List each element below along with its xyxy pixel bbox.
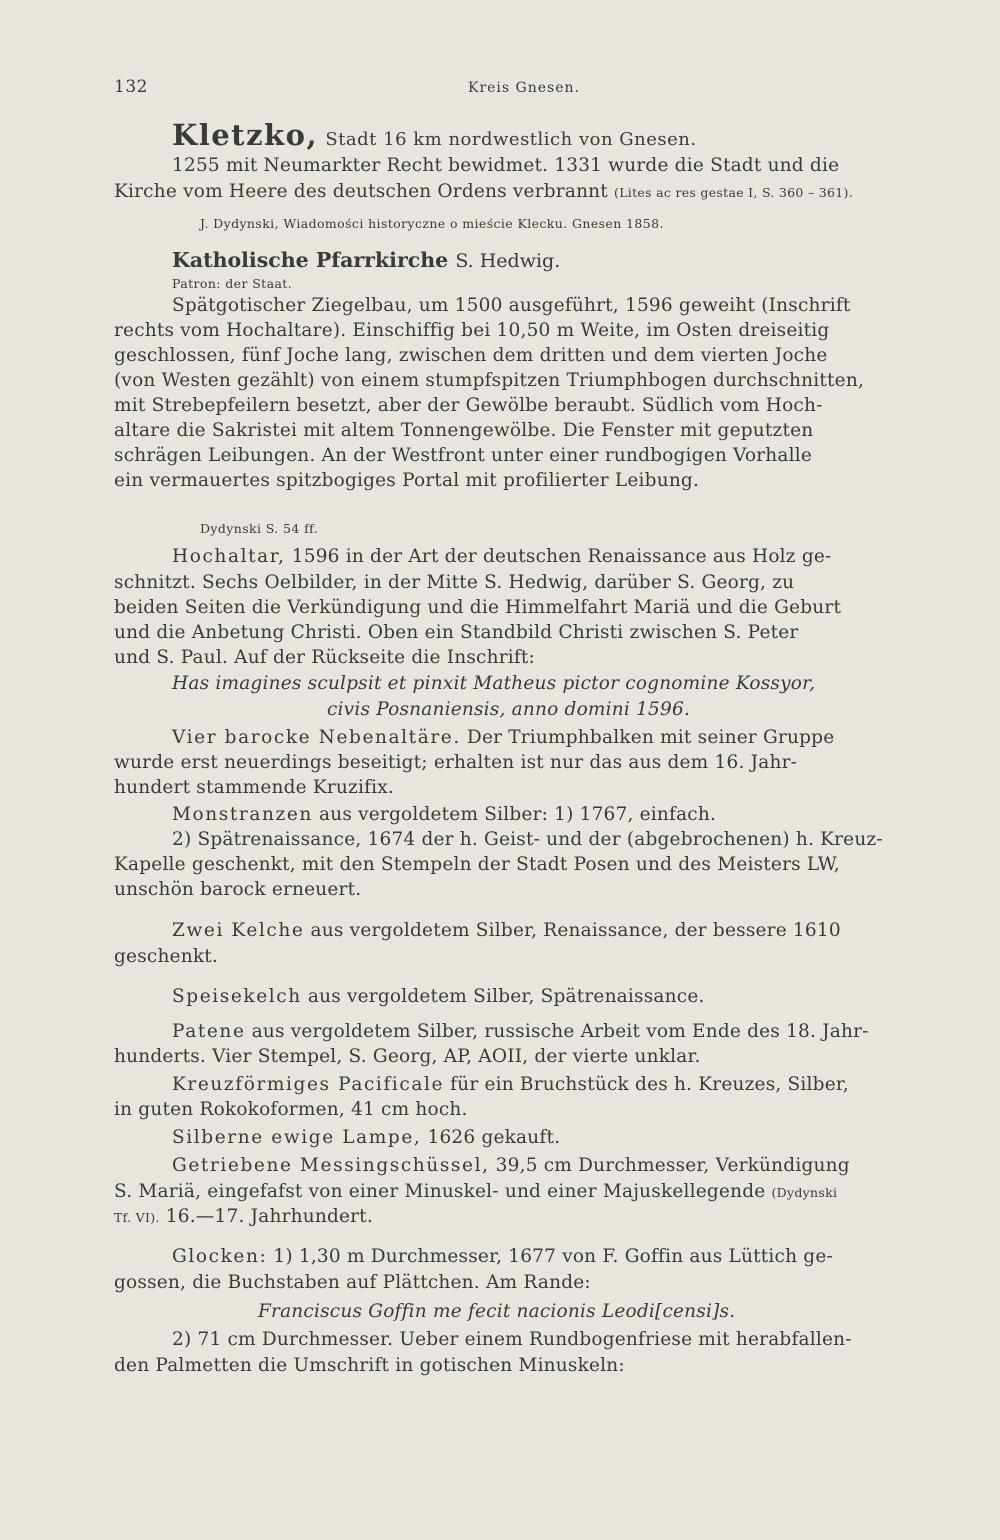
hochaltar-inscription-2: civis Posnaniensis, anno domini 1596. <box>327 699 691 720</box>
church-desc-line: (von Westen gezählt) von einem stumpfspitzen Triumphbogen durchschnitten, <box>114 370 865 391</box>
monstranzen-line-1: Monstranzen aus vergoldetem Silber: 1) 1767, einfach. <box>172 804 717 825</box>
hochaltar-line: und die Anbetung Christi. Oben ein Standbild Christi zwischen S. Peter <box>114 622 799 643</box>
hochaltar-line-1: Hochaltar, 1596 in der Art der deutschen Renaissance aus Holz ge- <box>172 546 832 567</box>
kelche-term: Zwei Kelche <box>172 920 305 941</box>
schuessel-line-1: Getriebene Messingschüssel, 39,5 cm Durchmesser, Verkündigung <box>172 1155 850 1176</box>
hochaltar-line: schnitzt. Sechs Oelbilder, in der Mitte S. Hedwig, darüber S. Georg, zu <box>114 572 795 593</box>
speisekelch-term: Speisekelch <box>172 986 302 1007</box>
church-desc-line: schrägen Leibungen. An der Westfront unter einer rundbogigen Vorhalle <box>114 445 813 466</box>
kelche-line-1: Zwei Kelche aus vergoldetem Silber, Renaissance, der bessere 1610 <box>172 920 841 941</box>
glocken-inscription: Franciscus Goffin me fecit nacionis Leodi[censi]s. <box>258 1301 736 1322</box>
church-desc-reference: Dydynski S. 54 ff. <box>200 521 319 536</box>
church-desc-line: Spätgotischer Ziegelbau, um 1500 ausgeführt, 1596 geweiht (Inschrift <box>172 295 851 316</box>
patene-term: Patene <box>172 1021 246 1042</box>
history-line-1: 1255 mit Neumarkter Recht bewidmet. 1331 wurde die Stadt und die <box>172 155 840 176</box>
speisekelch-line: Speisekelch aus vergoldetem Silber, Spätrenaissance. <box>172 986 705 1007</box>
place-name: Kletzko, <box>172 118 319 152</box>
page-number: 132 <box>114 77 148 97</box>
history-citation: (Lites ac res gestae I, S. 360 – 361). <box>614 185 853 200</box>
history-reference: J. Dydynski, Wiadomości historyczne o mieście Klecku. Gnesen 1858. <box>200 216 664 231</box>
kelche-line: geschenkt. <box>114 946 218 967</box>
pacificale-line-1: Kreuzförmiges Pacificale für ein Bruchstück des h. Kreuzes, Silber, <box>172 1074 849 1095</box>
church-name: Katholische Pfarrkirche <box>172 248 449 272</box>
history-line-2: Kirche vom Heere des deutschen Ordens verbrannt (Lites ac res gestae I, S. 360 – 361). <box>114 181 853 202</box>
monstranzen-line: 2) Spätrenaissance, 1674 der h. Geist- und der (abgebrochenen) h. Kreuz- <box>172 829 883 850</box>
monstranzen-term: Monstranzen <box>172 804 313 825</box>
place-description: Stadt 16 km nordwestlich von Gnesen. <box>325 129 697 150</box>
church-desc-line: mit Strebepfeilern besetzt, aber der Gewölbe beraubt. Südlich vom Hoch- <box>114 395 823 416</box>
hochaltar-term: Hochaltar, <box>172 546 286 567</box>
church-desc-line: geschlossen, fünf Joche lang, zwischen dem dritten und dem vierten Joche <box>114 345 828 366</box>
glocken-line: 2) 71 cm Durchmesser. Ueber einem Rundbogenfriese mit herabfallen- <box>172 1329 852 1350</box>
nebenaltaere-line: wurde erst neuerdings beseitigt; erhalten ist nur das aus dem 16. Jahr- <box>114 752 798 773</box>
schuessel-citation: (Dydynski <box>771 1185 838 1200</box>
church-dedication: S. Hedwig. <box>455 250 561 272</box>
hochaltar-line: beiden Seiten die Verkündigung und die Himmelfahrt Mariä und die Geburt <box>114 597 842 618</box>
glocken-line: gossen, die Buchstaben auf Plättchen. Am Rande: <box>114 1272 591 1293</box>
nebenaltaere-line-1: Vier barocke Nebenaltäre. Der Triumphbalken mit seiner Gruppe <box>172 727 835 748</box>
patene-line: hunderts. Vier Stempel, S. Georg, AP, AOII, der vierte unklar. <box>114 1046 701 1067</box>
nebenaltaere-term: Vier barocke Nebenaltäre. <box>172 727 461 748</box>
church-desc-line: altare die Sakristei mit altem Tonnengewölbe. Die Fenster mit geputzten <box>114 420 814 441</box>
running-head: Kreis Gnesen. <box>468 80 580 96</box>
place-title <box>172 118 697 152</box>
church-heading <box>172 248 560 272</box>
glocken-line: den Palmetten die Umschrift in gotischen Minuskeln: <box>114 1355 625 1376</box>
church-desc-line: rechts vom Hochaltare). Einschiffig bei 10,50 m Weite, im Osten dreiseitig <box>114 320 830 341</box>
lampe-term: Silberne ewige Lampe, <box>172 1127 422 1148</box>
monstranzen-line: unschön barock erneuert. <box>114 879 362 900</box>
glocken-term: Glocken: <box>172 1246 268 1267</box>
schuessel-term: Getriebene Messingschüssel, <box>172 1155 490 1176</box>
schuessel-line-3: Tf. VI). 16.—17. Jahrhundert. <box>114 1206 373 1227</box>
glocken-line-1: Glocken: 1) 1,30 m Durchmesser, 1677 von F. Goffin aus Lüttich ge- <box>172 1246 833 1267</box>
nebenaltaere-line: hundert stammende Kruzifix. <box>114 777 394 798</box>
pacificale-term: Kreuzförmiges Pacificale <box>172 1074 445 1095</box>
patene-line-1: Patene aus vergoldetem Silber, russische Arbeit vom Ende des 18. Jahr- <box>172 1021 869 1042</box>
schuessel-line-2: S. Mariä, eingefafst von einer Minuskel- und einer Majuskellegende (Dydynski <box>114 1181 838 1202</box>
hochaltar-line: und S. Paul. Auf der Rückseite die Inschrift: <box>114 647 535 668</box>
church-patron: Patron: der Staat. <box>172 276 293 291</box>
lampe-line: Silberne ewige Lampe, 1626 gekauft. <box>172 1127 561 1148</box>
church-desc-line: ein vermauertes spitzbogiges Portal mit profilierter Leibung. <box>114 470 700 491</box>
hochaltar-inscription-1: Has imagines sculpsit et pinxit Matheus pictor cognomine Kossyor, <box>172 673 816 694</box>
pacificale-line: in guten Rokokoformen, 41 cm hoch. <box>114 1099 468 1120</box>
monstranzen-line: Kapelle geschenkt, mit den Stempeln der Stadt Posen und des Meisters LW, <box>114 854 840 875</box>
schuessel-plate-ref: Tf. VI). <box>114 1210 160 1225</box>
